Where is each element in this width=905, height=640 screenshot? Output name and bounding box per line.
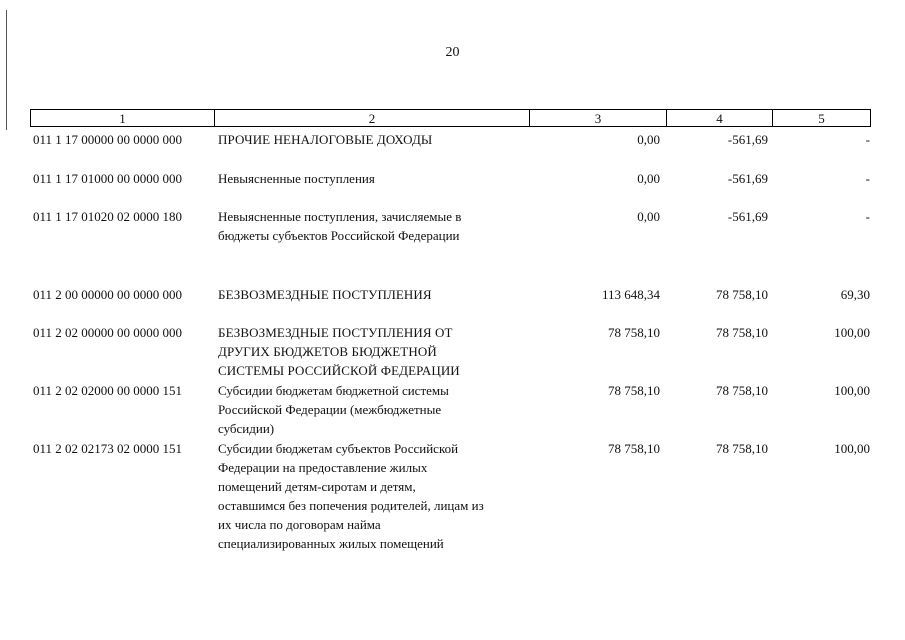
row-col3-value: 78 758,10 — [608, 441, 660, 456]
row-col4-value: 78 758,10 — [716, 441, 768, 456]
row-name — [218, 169, 533, 188]
row-name — [218, 130, 533, 149]
header-col-2: 2 — [215, 110, 530, 126]
table-header — [30, 109, 871, 127]
row-col4-value: 78 758,10 — [716, 287, 768, 302]
row-name-line: помещений детям-сиротам и детям, — [218, 479, 416, 494]
page-edge-line — [6, 10, 7, 130]
row-code: 011 1 17 01000 00 0000 000 — [33, 171, 183, 186]
row-name-line: ДРУГИХ БЮДЖЕТОВ БЮДЖЕТНОЙ — [218, 344, 437, 359]
row-name-line: специализированных жилых помещений — [218, 536, 444, 551]
row-code: 011 1 17 00000 00 0000 000 — [33, 132, 183, 147]
row-name-line: Субсидии бюджетам бюджетной системы — [218, 383, 449, 398]
row-col4-value: -561,69 — [727, 209, 768, 224]
row-col4-value: -561,69 — [727, 132, 768, 147]
row-col5-value: - — [865, 132, 870, 147]
row-code: 011 1 17 01020 02 0000 180 — [33, 209, 183, 224]
header-col-3: 3 — [530, 110, 667, 126]
row-name-line: субсидии) — [218, 421, 275, 436]
row-col3-value: 78 758,10 — [608, 383, 660, 398]
row-name-line: БЕЗВОЗМЕЗДНЫЕ ПОСТУПЛЕНИЯ — [218, 287, 432, 302]
row-col3-value: 0,00 — [637, 171, 660, 186]
row-col3-value: 0,00 — [637, 209, 660, 224]
row-name-line: оставшимся без попечения родителей, лицам из — [218, 498, 484, 513]
header-col-1: 1 — [31, 110, 215, 126]
row-col5-value: - — [865, 171, 870, 186]
row-name-line: Невыясненные поступления, зачисляемые в — [218, 209, 462, 224]
row-col3-value: 113 648,34 — [601, 287, 660, 302]
row-col3-value: 0,00 — [637, 132, 660, 147]
row-col5-value: 100,00 — [834, 325, 870, 340]
row-col4-value: -561,69 — [727, 171, 768, 186]
row-col5-value: 69,30 — [840, 287, 870, 302]
row-code: 011 2 02 02173 02 0000 151 — [33, 441, 183, 456]
row-name — [218, 381, 533, 438]
row-col5-value: 100,00 — [834, 383, 870, 398]
row-name — [218, 439, 533, 553]
row-code: 011 2 02 00000 00 0000 000 — [33, 325, 183, 340]
row-col4-value: 78 758,10 — [716, 383, 768, 398]
row-name-line: Субсидии бюджетам субъектов Российской — [218, 441, 459, 456]
row-col3-value: 78 758,10 — [608, 325, 660, 340]
row-name — [218, 207, 533, 245]
header-col-4: 4 — [667, 110, 773, 126]
row-code: 011 2 00 00000 00 0000 000 — [33, 287, 183, 302]
row-col4-value: 78 758,10 — [716, 325, 768, 340]
row-code: 011 2 02 02000 00 0000 151 — [33, 383, 183, 398]
row-name — [218, 285, 533, 304]
row-name-line: Федерации на предоставление жилых — [218, 460, 428, 475]
row-col5-value: 100,00 — [834, 441, 870, 456]
row-name-line: СИСТЕМЫ РОССИЙСКОЙ ФЕДЕРАЦИИ — [218, 363, 460, 378]
header-col-5: 5 — [818, 111, 825, 126]
page-number: 20 — [445, 45, 460, 60]
row-name-line: БЕЗВОЗМЕЗДНЫЕ ПОСТУПЛЕНИЯ ОТ — [218, 325, 453, 340]
row-name-line: Российской Федерации (межбюджетные — [218, 402, 442, 417]
row-col5-value: - — [865, 209, 870, 224]
row-name-line: бюджеты субъектов Российской Федерации — [218, 228, 460, 243]
row-name — [218, 323, 533, 380]
row-name-line: их числа по договорам найма — [218, 517, 381, 532]
row-name-line: Невыясненные поступления — [218, 171, 375, 186]
row-name-line: ПРОЧИЕ НЕНАЛОГОВЫЕ ДОХОДЫ — [218, 132, 433, 147]
